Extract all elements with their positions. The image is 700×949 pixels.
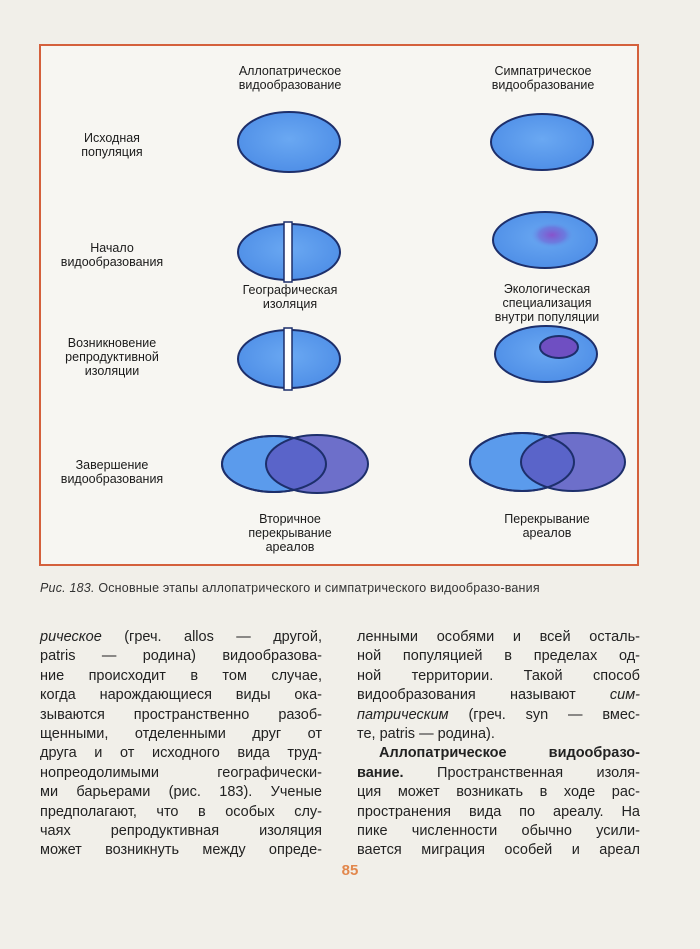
label-range-overlap: Перекрывание ареалов: [504, 512, 590, 540]
sym-initial-population: [491, 114, 593, 170]
allo-isolation-barrier: [284, 328, 292, 390]
figure-frame: [39, 44, 639, 566]
right-line: вается миграция особей и ареал: [357, 842, 640, 859]
label-geographic-isolation: Географическая изоляция: [242, 283, 338, 311]
right-line: видообразования называют сим-: [357, 687, 640, 704]
right-line: ной территории. Такой способ: [357, 667, 640, 684]
right-line: пространения вида по ареалу. На: [357, 803, 640, 820]
label-ecological-specialization: Экологическая специализация внутри популяции: [494, 282, 600, 324]
left-line: ми барьерами (рис. 183). Ученые: [40, 784, 322, 801]
left-line: щенными, отделенными друг от: [40, 726, 322, 743]
right-line: вание. Пространственная изоля-: [357, 764, 640, 781]
page-number: 85: [341, 862, 359, 879]
right-line: те, patris — родина).: [357, 726, 495, 743]
stage-speciation-complete: Завершение видообразования: [60, 458, 164, 486]
left-line: предполагают, что в особых слу-: [40, 803, 322, 820]
left-line: patris — родина) видообразова-: [40, 648, 322, 665]
left-line: может возникнуть между опреде-: [40, 842, 322, 859]
sym-start-variant: [530, 222, 574, 248]
stage-initial-population: Исходная популяция: [81, 131, 143, 159]
stage-speciation-start: Начало видообразования: [60, 241, 164, 269]
left-line: нопреодолимыми географически-: [40, 764, 322, 781]
right-line: патрическим (греч. syn — вмес-: [357, 706, 640, 723]
left-line: друга и от исходного вида труд-: [40, 745, 322, 762]
header-allopatric: Аллопатрическое видообразование: [238, 64, 342, 92]
label-secondary-overlap: Вторичное перекрывание ареалов: [248, 512, 332, 554]
text-column-left: [40, 628, 322, 861]
left-line: ние происходит в том случае,: [40, 667, 322, 684]
left-line: когда нарождающиеся виды ока-: [40, 687, 322, 704]
left-line: зываются пространственно разоб-: [40, 706, 322, 723]
right-line: пике численности обычно усили-: [357, 823, 640, 840]
caption-text: Основные этапы аллопатрического и симпатрического видообразо-вания: [98, 581, 540, 595]
header-sympatric: Симпатрическое видообразование: [491, 64, 595, 92]
left-line: чаях репродуктивная изоляция: [40, 823, 322, 840]
left-line: рическое (греч. allos — другой,: [40, 629, 322, 645]
right-line: ленными особями и всей осталь-: [357, 629, 640, 645]
figure-caption: [40, 580, 650, 596]
right-line: ной популяцией в пределах од-: [357, 648, 640, 665]
text-column-right: [357, 628, 640, 861]
sym-isolation-subgroup: [540, 336, 578, 358]
figure-number: Рис. 183.: [40, 581, 95, 595]
allo-initial-population: [238, 112, 340, 172]
allo-final-population-b: [266, 435, 368, 493]
allo-start-barrier: [284, 222, 292, 282]
stage-reproductive-isolation: Возникновение репродуктивной изоляции: [65, 336, 159, 378]
right-line: Аллопатрическое видообразо-: [379, 745, 640, 762]
right-line: ция может возникать в ходе рас-: [357, 784, 640, 801]
